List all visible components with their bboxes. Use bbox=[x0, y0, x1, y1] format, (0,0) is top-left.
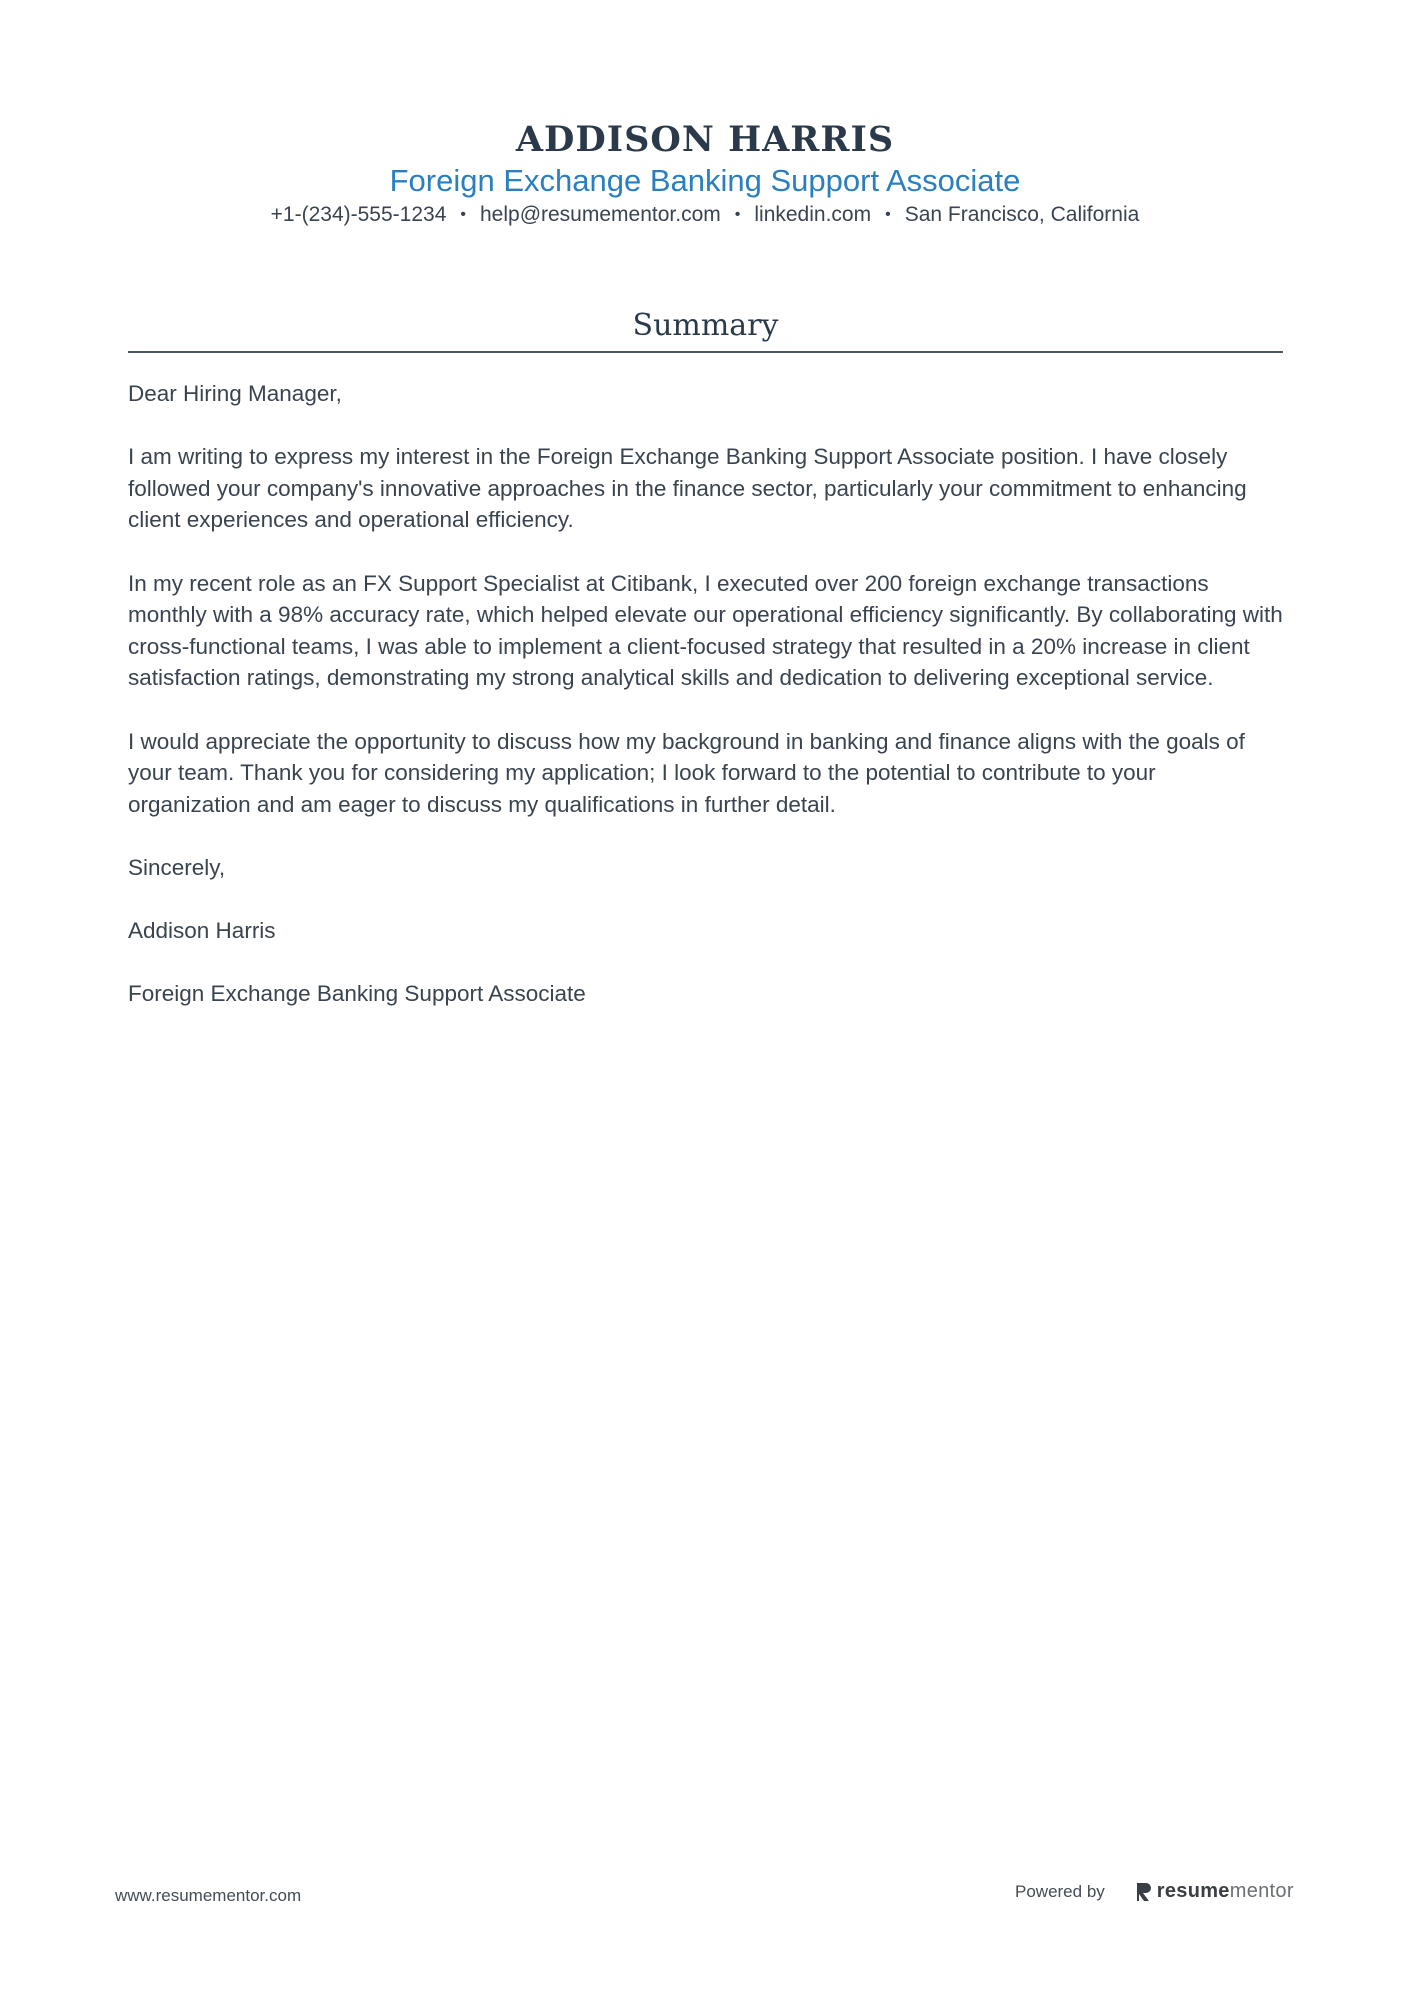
contact-phone: +1-(234)-555-1234 bbox=[270, 203, 447, 226]
contact-email[interactable]: help@resumementor.com bbox=[479, 203, 721, 226]
brand-text-bold: resume bbox=[1156, 1880, 1230, 1902]
letter-closing: Sincerely, bbox=[128, 854, 226, 880]
section-divider bbox=[128, 351, 1283, 353]
letter-greeting: Dear Hiring Manager, bbox=[128, 381, 342, 406]
resume-header bbox=[0, 118, 1410, 230]
footer-branding bbox=[1015, 1880, 1294, 1903]
footer-website[interactable]: www.resumementor.com bbox=[115, 1886, 302, 1905]
contact-separator: • bbox=[734, 206, 741, 223]
contact-line bbox=[0, 200, 1410, 230]
cover-letter-body bbox=[128, 378, 1283, 1041]
resumementor-logo-icon bbox=[1135, 1881, 1153, 1903]
candidate-title: Foreign Exchange Banking Support Associate bbox=[389, 163, 1021, 198]
powered-by-label: Powered by bbox=[1015, 1881, 1105, 1901]
brand-logo[interactable] bbox=[1135, 1880, 1294, 1903]
signature-title: Foreign Exchange Banking Support Associate bbox=[128, 981, 586, 1007]
contact-linkedin[interactable]: linkedin.com bbox=[754, 203, 872, 226]
candidate-name: ADDISON HARRIS bbox=[515, 119, 895, 160]
contact-location: San Francisco, California bbox=[904, 203, 1140, 226]
letter-paragraph: In my recent role as an FX Support Specialist at Citibank, I executed over 200 foreign exchange transactions monthly with a 98% accuracy rate, which helped elevate our operational efficiency significantly. By collaborating with cross-functional teams, I was able to implement a client-focused strategy that resulted in a 20% increase in client satisfaction ratings, demonstrating my strong analytical skills and dedication to delivering exceptional service. bbox=[128, 570, 1283, 691]
section-title-summary: Summary bbox=[632, 308, 779, 343]
contact-separator: • bbox=[885, 206, 891, 223]
brand-text-light: mentor bbox=[1229, 1880, 1294, 1902]
letter-paragraph: I would appreciate the opportunity to discuss how my background in banking and finance aligns with the goals of your team. Thank you for considering my application; I look forward to the potential to contribute to your organization and am eager to discuss my qualifications in further detail. bbox=[128, 728, 1245, 817]
signature-name: Addison Harris bbox=[128, 918, 276, 944]
letter-paragraph: I am writing to express my interest in the Foreign Exchange Banking Support Associate position. I have closely followed your company's innovative approaches in the finance sector, particularly your commitment to enhancing client experiences and operational efficiency. bbox=[128, 444, 1247, 533]
contact-separator: • bbox=[460, 206, 466, 223]
